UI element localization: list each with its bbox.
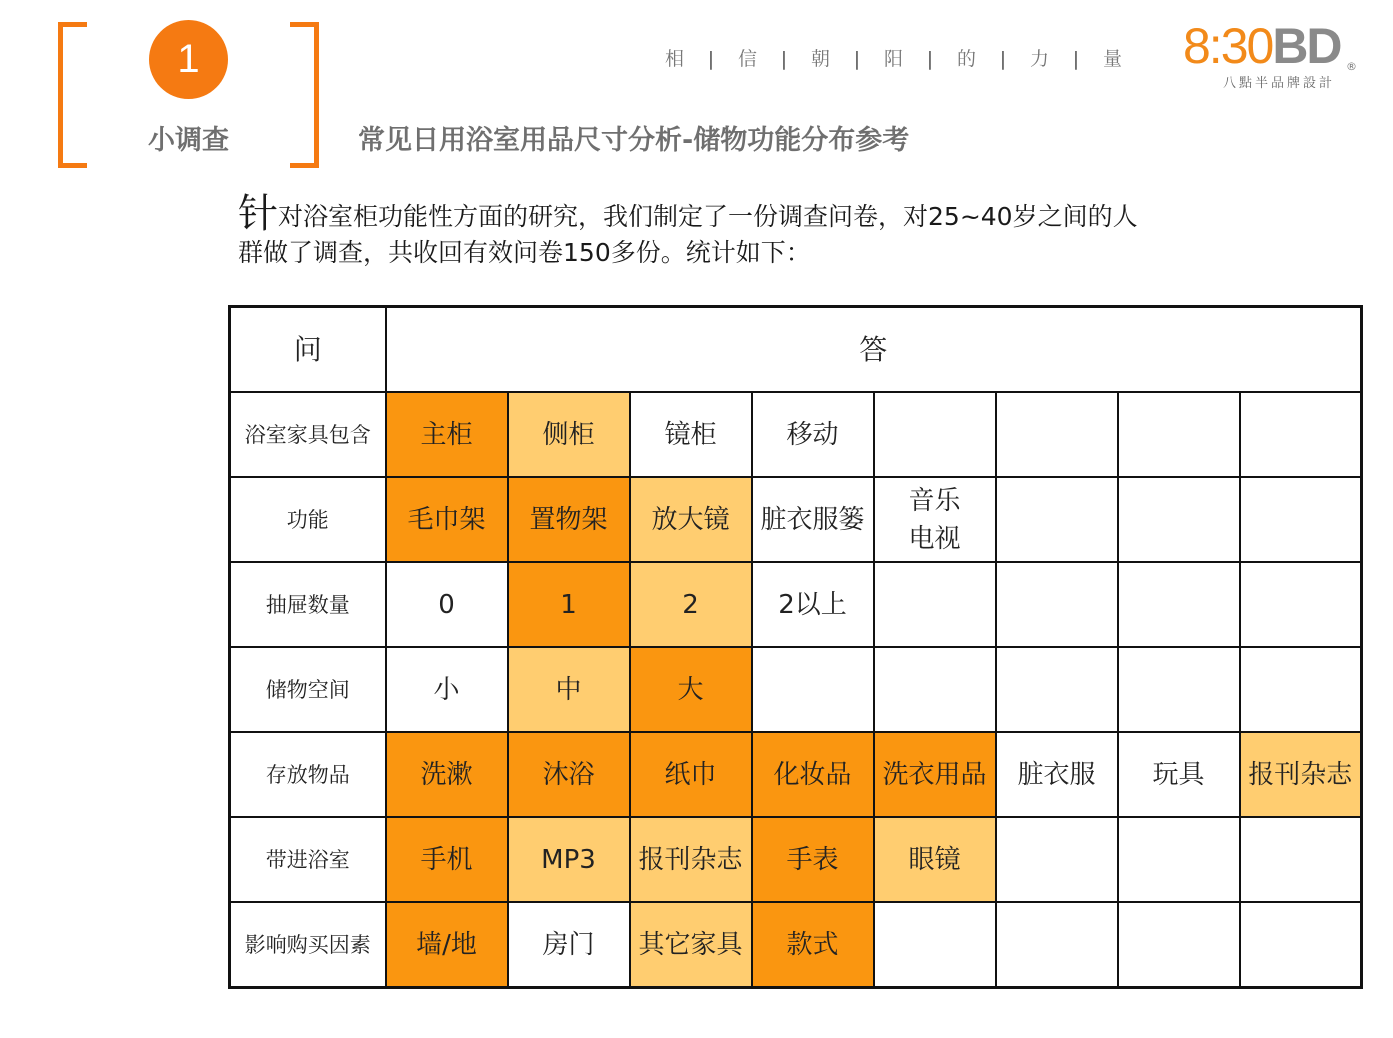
slogan-separator: | <box>999 48 1008 70</box>
slogan-char: 量 <box>1102 48 1123 70</box>
table-row <box>230 562 1362 647</box>
answer-cell: 报刊杂志 <box>1240 732 1362 817</box>
intro-paragraph <box>238 191 1238 271</box>
intro-dropcap: 针 <box>238 191 278 237</box>
logo-wordmark <box>1183 20 1341 72</box>
answer-cell-line: 音乐 <box>908 485 961 516</box>
answer-cell <box>1240 902 1362 988</box>
answer-cell <box>874 392 996 477</box>
bracket-left <box>58 22 87 168</box>
answer-cell: 手机 <box>386 817 508 902</box>
answer-cell: 眼镜 <box>874 817 996 902</box>
answer-cell <box>1240 647 1362 732</box>
answer-cell <box>874 477 996 562</box>
answer-cell: 放大镜 <box>630 477 752 562</box>
slogan-char: 的 <box>956 48 977 70</box>
answer-cell: 毛巾架 <box>386 477 508 562</box>
answer-cell: 镜柜 <box>630 392 752 477</box>
answer-cell: 化妆品 <box>752 732 874 817</box>
answer-cell <box>996 817 1118 902</box>
answer-cell: 置物架 <box>508 477 630 562</box>
slogan-separator: | <box>853 48 862 70</box>
slogan-separator: | <box>707 48 716 70</box>
answer-cell: 房门 <box>508 902 630 988</box>
table-row <box>230 732 1362 817</box>
answer-cell <box>1240 562 1362 647</box>
slogan-char: 信 <box>737 48 758 70</box>
section-number-badge: 1 <box>149 20 228 99</box>
answer-cell: 1 <box>508 562 630 647</box>
answer-cell: 2 <box>630 562 752 647</box>
slogan-separator: | <box>926 48 935 70</box>
answer-cell: 中 <box>508 647 630 732</box>
answer-cell: 2以上 <box>752 562 874 647</box>
slogan <box>664 44 1124 71</box>
answer-cell: 移动 <box>752 392 874 477</box>
answer-cell <box>996 477 1118 562</box>
logo-number: 8:30 <box>1183 18 1273 74</box>
bracket-right <box>290 22 319 168</box>
question-cell: 影响购买因素 <box>230 902 386 988</box>
logo-subtitle: 八點半品牌設計 <box>1223 76 1336 91</box>
answer-cell <box>996 562 1118 647</box>
answer-cell <box>1118 902 1240 988</box>
slogan-char: 相 <box>664 48 685 70</box>
answer-cell: 小 <box>386 647 508 732</box>
answer-cell: 0 <box>386 562 508 647</box>
answer-cell <box>1118 392 1240 477</box>
answer-cell: 玩具 <box>1118 732 1240 817</box>
answer-cell-line: 电视 <box>908 523 961 554</box>
answer-cell <box>1240 392 1362 477</box>
answer-cell <box>874 902 996 988</box>
table-row <box>230 477 1362 562</box>
slogan-char: 阳 <box>883 48 904 70</box>
answer-cell: 沐浴 <box>508 732 630 817</box>
intro-line-1-text: 对浴室柜功能性方面的研究，我们制定了一份调查问卷，对25~40岁之间的人 <box>278 202 1138 231</box>
answer-cell: 墙/地 <box>386 902 508 988</box>
answer-cell <box>874 562 996 647</box>
logo-letters: BD <box>1272 18 1341 74</box>
table-row <box>230 392 1362 477</box>
intro-line-2: 群做了调查，共收回有效问卷150多份。统计如下： <box>238 238 811 267</box>
page-title: 常见日用浴室用品尺寸分析-储物功能分布参考 <box>358 125 910 156</box>
table-row <box>230 817 1362 902</box>
intro-line-1 <box>238 191 1238 237</box>
answer-cell: 侧柜 <box>508 392 630 477</box>
answer-cell: 报刊杂志 <box>630 817 752 902</box>
question-cell: 抽屉数量 <box>230 562 386 647</box>
table-row <box>230 647 1362 732</box>
answer-cell: 主柜 <box>386 392 508 477</box>
answer-cell <box>996 902 1118 988</box>
brand-logo <box>1183 20 1363 92</box>
question-cell: 存放物品 <box>230 732 386 817</box>
answer-cell: 洗漱 <box>386 732 508 817</box>
section-label: 小调查 <box>148 125 229 156</box>
question-cell: 储物空间 <box>230 647 386 732</box>
answer-cell <box>752 647 874 732</box>
slogan-separator: | <box>780 48 789 70</box>
slogan-char: 朝 <box>810 48 831 70</box>
table-row <box>230 902 1362 988</box>
answer-cell: 纸巾 <box>630 732 752 817</box>
answer-cell: 其它家具 <box>630 902 752 988</box>
answer-cell <box>1118 562 1240 647</box>
answer-header: 答 <box>386 307 1362 393</box>
survey-table <box>228 305 1363 989</box>
question-cell: 浴室家具包含 <box>230 392 386 477</box>
answer-cell <box>1118 477 1240 562</box>
answer-cell: 脏衣服 <box>996 732 1118 817</box>
answer-cell <box>1240 477 1362 562</box>
answer-cell: 大 <box>630 647 752 732</box>
question-cell: 功能 <box>230 477 386 562</box>
question-cell: 带进浴室 <box>230 817 386 902</box>
table-header-row <box>230 307 1362 393</box>
answer-cell <box>1240 817 1362 902</box>
answer-cell <box>996 392 1118 477</box>
slogan-separator: | <box>1072 48 1081 70</box>
answer-cell <box>1118 817 1240 902</box>
answer-cell: 款式 <box>752 902 874 988</box>
answer-cell: 手表 <box>752 817 874 902</box>
answer-cell <box>874 647 996 732</box>
slogan-char: 力 <box>1029 48 1050 70</box>
question-header: 问 <box>230 307 386 393</box>
answer-cell: 洗衣用品 <box>874 732 996 817</box>
answer-cell <box>1118 647 1240 732</box>
answer-cell: 脏衣服篓 <box>752 477 874 562</box>
answer-cell <box>996 647 1118 732</box>
answer-cell: MP3 <box>508 817 630 902</box>
registered-mark: ® <box>1346 60 1357 73</box>
